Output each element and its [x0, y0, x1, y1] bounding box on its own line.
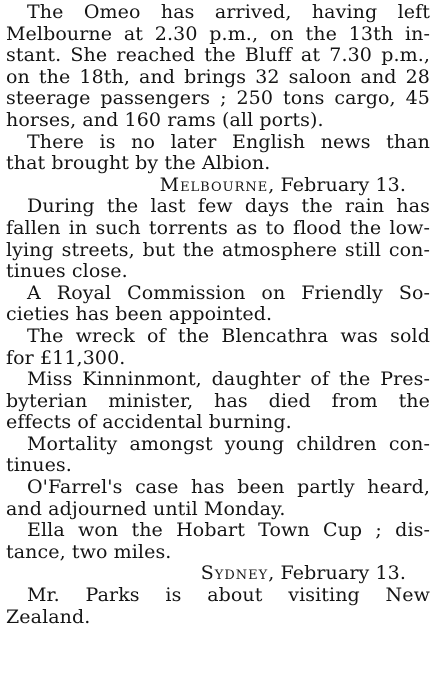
paragraph-english-news — [6, 132, 430, 175]
dateline-date: , February 13. — [268, 562, 406, 585]
text-line: horses, and 160 rams (all ports). — [6, 108, 324, 131]
text-line: on the 18th, and brings 32 saloon and 28 — [6, 66, 430, 88]
text-line: byterian minister, has died from the — [6, 390, 430, 412]
text-line: Zealand. — [6, 605, 91, 628]
text-line: effects of accidental burning. — [6, 411, 292, 434]
paragraph-mortality — [6, 434, 430, 477]
text-line: Mortality amongst young children con- — [27, 433, 430, 455]
text-line: tance, two miles. — [6, 540, 172, 563]
dateline-place: Melbourne — [159, 173, 269, 196]
text-line: steerage passengers ; 250 tons cargo, 45 — [6, 88, 430, 110]
paragraph-blencathra — [6, 326, 430, 369]
paragraph-rain — [6, 196, 430, 282]
text-line: that brought by the Albion. — [6, 152, 271, 175]
text-line: tinues. — [6, 454, 72, 477]
dateline-sydney — [6, 563, 430, 585]
paragraph-omeo-arrival — [6, 2, 430, 132]
text-line: Ella won the Hobart Town Cup ; dis- — [27, 520, 430, 542]
news-column — [6, 2, 430, 628]
text-line: for £11,300. — [6, 346, 126, 369]
paragraph-parks — [6, 585, 430, 628]
text-line: A Royal Commission on Friendly So- — [27, 282, 430, 304]
dateline-date: , February 13. — [268, 173, 406, 196]
paragraph-kinninmont — [6, 369, 430, 434]
paragraph-hobart-cup — [6, 520, 430, 563]
text-line: The wreck of the Blencathra was sold — [27, 325, 430, 347]
text-line: fallen in such torrents as to flood the low- — [6, 217, 430, 239]
paragraph-royal-commission — [6, 283, 430, 326]
dateline-melbourne — [6, 175, 430, 197]
text-line: O'Farrel's case has been partly heard, — [27, 477, 430, 499]
text-line: Melbourne at 2.30 p.m., on the 13th in- — [6, 23, 430, 45]
text-line: Miss Kinninmont, daughter of the Pres- — [27, 369, 430, 391]
paragraph-ofarrel — [6, 477, 430, 520]
dateline-place: Sydney — [200, 562, 269, 585]
text-line: During the last few days the rain has — [27, 196, 430, 218]
text-line: cieties has been appointed. — [6, 303, 273, 326]
text-line: stant. She reached the Bluff at 7.30 p.m., — [6, 45, 430, 67]
text-line: tinues close. — [6, 260, 128, 283]
text-line: lying streets, but the atmosphere still con- — [6, 239, 430, 261]
text-line: and adjourned until Monday. — [6, 497, 286, 520]
text-line: There is no later English news than — [27, 131, 430, 153]
text-line: The Omeo has arrived, having left — [27, 2, 430, 23]
text-line: Mr. Parks is about visiting New — [27, 585, 430, 607]
